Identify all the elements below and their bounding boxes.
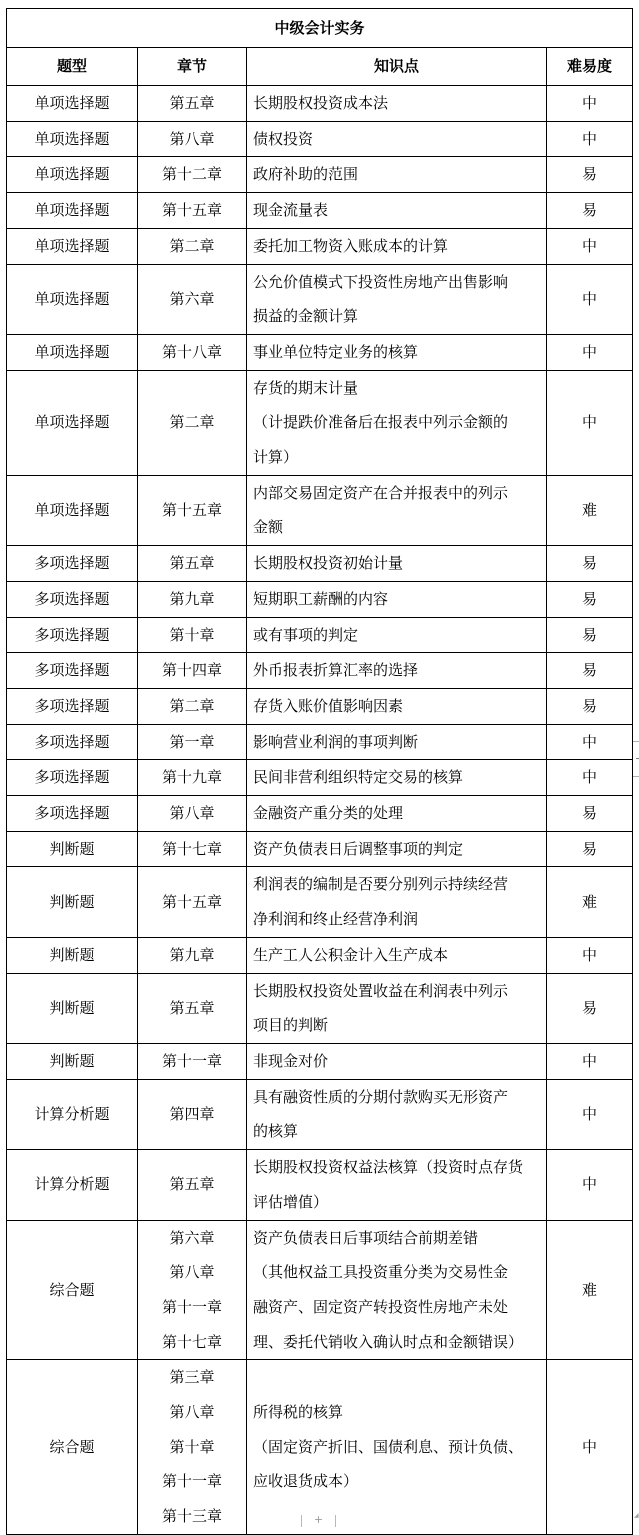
cell-type: 单项选择题 bbox=[7, 121, 138, 157]
cell-chapter bbox=[138, 796, 247, 832]
cell-chapter bbox=[138, 937, 247, 973]
knowledge-line: 长期股权投资初始计量 bbox=[253, 554, 404, 573]
chapter-line: 第四章 bbox=[169, 1105, 215, 1124]
cell-difficulty: 难 bbox=[547, 475, 633, 545]
cell-type: 计算分析题 bbox=[7, 1079, 138, 1149]
knowledge-line: 短期职工薪酬的内容 bbox=[253, 589, 389, 608]
chapter-line: 第十五章 bbox=[161, 892, 222, 911]
table-row bbox=[7, 1079, 633, 1149]
cell-knowledge bbox=[247, 334, 547, 370]
cell-knowledge bbox=[247, 688, 547, 724]
cell-type: 多项选择题 bbox=[7, 796, 138, 832]
cell-difficulty: 易 bbox=[547, 546, 633, 582]
cell-chapter bbox=[138, 1150, 247, 1220]
knowledge-line: 理、委托代销收入确认时点和金额错误） bbox=[253, 1332, 524, 1351]
cell-difficulty: 难 bbox=[547, 867, 633, 937]
add-row-button[interactable] bbox=[301, 1515, 336, 1527]
cell-difficulty: 易 bbox=[547, 831, 633, 867]
cell-difficulty: 易 bbox=[547, 973, 633, 1043]
knowledge-line: 公允价值模式下投资性房地产出售影响 bbox=[253, 272, 509, 291]
chapter-line: 第五章 bbox=[169, 998, 215, 1017]
chapter-line: 第五章 bbox=[169, 554, 215, 573]
knowledge-line: 资产负债表日后调整事项的判定 bbox=[253, 839, 464, 858]
cell-knowledge bbox=[247, 796, 547, 832]
table-row bbox=[7, 724, 633, 760]
cell-chapter bbox=[138, 264, 247, 334]
knowledge-line: 项目的判断 bbox=[253, 1016, 329, 1035]
cell-chapter bbox=[138, 1079, 247, 1149]
table-row bbox=[7, 264, 633, 334]
table-row bbox=[7, 546, 633, 582]
chapter-line: 第一章 bbox=[169, 732, 215, 751]
resize-corner-icon[interactable]: ◢ bbox=[634, 1512, 639, 1519]
chapter-line: 第十章 bbox=[169, 625, 215, 644]
knowledge-line: 长期股权投资处置收益在利润表中列示 bbox=[253, 981, 509, 1000]
cell-chapter bbox=[138, 370, 247, 475]
cell-type: 综合题 bbox=[7, 1360, 138, 1535]
cell-type: 单项选择题 bbox=[7, 228, 138, 264]
chapter-line: 第十八章 bbox=[161, 342, 222, 361]
exam-topics-table bbox=[6, 8, 633, 1535]
chapter-line: 第五章 bbox=[169, 94, 215, 112]
table-row bbox=[7, 796, 633, 832]
cell-type: 判断题 bbox=[7, 831, 138, 867]
knowledge-line: 损益的金额计算 bbox=[253, 307, 359, 326]
cell-knowledge bbox=[247, 653, 547, 689]
chapter-line: 第十七章 bbox=[161, 1332, 222, 1351]
cell-chapter bbox=[138, 973, 247, 1043]
chapter-line: 第六章 bbox=[169, 289, 215, 308]
cell-difficulty: 易 bbox=[547, 796, 633, 832]
table-row bbox=[7, 688, 633, 724]
header-difficulty: 难易度 bbox=[547, 48, 633, 86]
row-boundary-marker bbox=[633, 741, 639, 742]
knowledge-line: 或有事项的判定 bbox=[253, 625, 359, 644]
table-row bbox=[7, 193, 633, 229]
cell-type: 单项选择题 bbox=[7, 264, 138, 334]
chapter-line: 第十一章 bbox=[161, 1297, 222, 1316]
cell-difficulty: 中 bbox=[547, 724, 633, 760]
knowledge-line: 现金流量表 bbox=[253, 201, 329, 220]
knowledge-line: 资产负债表日后事项结合前期差错 bbox=[253, 1228, 479, 1247]
cell-difficulty: 易 bbox=[547, 157, 633, 193]
table-row bbox=[7, 86, 633, 122]
chapter-line: 第十章 bbox=[169, 1437, 215, 1456]
knowledge-line: 民间非营利组织特定交易的核算 bbox=[253, 768, 464, 787]
knowledge-line: 委托加工物资入账成本的计算 bbox=[253, 236, 449, 255]
knowledge-line: 具有融资性质的分期付款购买无形资产 bbox=[253, 1087, 509, 1106]
cell-type: 多项选择题 bbox=[7, 688, 138, 724]
cell-knowledge bbox=[247, 724, 547, 760]
cell-difficulty: 中 bbox=[547, 937, 633, 973]
cell-type: 多项选择题 bbox=[7, 653, 138, 689]
cell-chapter bbox=[138, 546, 247, 582]
cell-chapter bbox=[138, 688, 247, 724]
knowledge-line: 融资产、固定资产转投资性房地产未处 bbox=[253, 1297, 509, 1316]
cell-chapter bbox=[138, 228, 247, 264]
knowledge-line: 利润表的编制是否要分别列示持续经营 bbox=[253, 875, 509, 894]
chapter-line: 第二章 bbox=[169, 236, 215, 255]
chapter-line: 第八章 bbox=[169, 1403, 215, 1422]
cell-chapter bbox=[138, 760, 247, 796]
cell-knowledge bbox=[247, 867, 547, 937]
chapter-line: 第十四章 bbox=[161, 661, 222, 680]
cell-difficulty: 中 bbox=[547, 121, 633, 157]
knowledge-line: 所得税的核算 bbox=[253, 1403, 344, 1422]
knowledge-line: 金额 bbox=[253, 518, 284, 537]
table-title-row bbox=[7, 9, 633, 48]
cell-knowledge bbox=[247, 1043, 547, 1079]
row-boundary-marker bbox=[633, 776, 639, 777]
header-knowledge: 知识点 bbox=[247, 48, 547, 86]
cell-knowledge bbox=[247, 157, 547, 193]
cell-difficulty: 易 bbox=[547, 688, 633, 724]
knowledge-line: 应收退货成本） bbox=[253, 1472, 359, 1491]
cell-type: 单项选择题 bbox=[7, 475, 138, 545]
table-row bbox=[7, 121, 633, 157]
knowledge-line: 生产工人公积金计入生产成本 bbox=[253, 945, 449, 964]
knowledge-line: 存货的期末计量 bbox=[253, 378, 359, 397]
cell-type: 多项选择题 bbox=[7, 724, 138, 760]
cell-type: 判断题 bbox=[7, 867, 138, 937]
table-title: 中级会计实务 bbox=[7, 9, 633, 48]
cell-type: 判断题 bbox=[7, 973, 138, 1043]
knowledge-line: 影响营业利润的事项判断 bbox=[253, 732, 419, 751]
cell-chapter bbox=[138, 1043, 247, 1079]
table-header-row bbox=[7, 48, 633, 86]
header-type: 题型 bbox=[7, 48, 138, 86]
cell-knowledge bbox=[247, 86, 547, 122]
table-row bbox=[7, 831, 633, 867]
cell-knowledge bbox=[247, 760, 547, 796]
cell-chapter bbox=[138, 157, 247, 193]
knowledge-line: （固定资产折旧、国债利息、预计负债、 bbox=[253, 1437, 524, 1456]
table-row bbox=[7, 1360, 633, 1535]
cell-type: 多项选择题 bbox=[7, 760, 138, 796]
cell-type: 单项选择题 bbox=[7, 370, 138, 475]
plus-icon: + bbox=[313, 1513, 324, 1526]
knowledge-line: 长期股权投资成本法 bbox=[253, 94, 389, 112]
chapter-line: 第五章 bbox=[169, 1175, 215, 1194]
cell-knowledge bbox=[247, 370, 547, 475]
chapter-line: 第三章 bbox=[169, 1368, 215, 1387]
cell-chapter bbox=[138, 193, 247, 229]
table-row bbox=[7, 617, 633, 653]
knowledge-line: 事业单位特定业务的核算 bbox=[253, 342, 419, 361]
chapter-line: 第十二章 bbox=[161, 165, 222, 184]
cell-difficulty: 中 bbox=[547, 370, 633, 475]
cell-knowledge bbox=[247, 1079, 547, 1149]
cell-difficulty: 中 bbox=[547, 86, 633, 122]
knowledge-line: 评估增值） bbox=[253, 1192, 329, 1211]
cell-chapter bbox=[138, 653, 247, 689]
cell-knowledge bbox=[247, 1150, 547, 1220]
table-row bbox=[7, 475, 633, 545]
table-row bbox=[7, 937, 633, 973]
cell-knowledge bbox=[247, 475, 547, 545]
cell-difficulty: 中 bbox=[547, 1150, 633, 1220]
chapter-line: 第十七章 bbox=[161, 839, 222, 858]
cell-difficulty: 易 bbox=[547, 581, 633, 617]
cell-chapter bbox=[138, 831, 247, 867]
cell-chapter bbox=[138, 475, 247, 545]
table-row bbox=[7, 334, 633, 370]
knowledge-line: 债权投资 bbox=[253, 129, 314, 148]
table-row bbox=[7, 581, 633, 617]
cell-type: 多项选择题 bbox=[7, 546, 138, 582]
chapter-line: 第十九章 bbox=[161, 768, 222, 787]
chapter-line: 第九章 bbox=[169, 945, 215, 964]
cell-difficulty: 中 bbox=[547, 1079, 633, 1149]
table-row bbox=[7, 1150, 633, 1220]
chapter-line: 第二章 bbox=[169, 696, 215, 715]
cell-difficulty: 中 bbox=[547, 760, 633, 796]
cell-chapter bbox=[138, 581, 247, 617]
table-row bbox=[7, 370, 633, 475]
chapter-line: 第八章 bbox=[169, 804, 215, 823]
knowledge-line: 内部交易固定资产在合并报表中的列示 bbox=[253, 483, 509, 502]
knowledge-line: 非现金对价 bbox=[253, 1051, 329, 1070]
cell-difficulty: 中 bbox=[547, 228, 633, 264]
chapter-line: 第九章 bbox=[169, 589, 215, 608]
cell-knowledge bbox=[247, 228, 547, 264]
cell-chapter bbox=[138, 1220, 247, 1360]
chapter-line: 第二章 bbox=[169, 413, 215, 432]
cell-type: 多项选择题 bbox=[7, 617, 138, 653]
cell-chapter bbox=[138, 724, 247, 760]
table-row bbox=[7, 157, 633, 193]
cell-knowledge bbox=[247, 973, 547, 1043]
cell-type: 单项选择题 bbox=[7, 157, 138, 193]
chapter-line: 第十一章 bbox=[161, 1472, 222, 1491]
knowledge-line: 政府补助的范围 bbox=[253, 165, 359, 184]
cell-chapter bbox=[138, 1360, 247, 1535]
cell-difficulty: 中 bbox=[547, 1043, 633, 1079]
cell-difficulty: 中 bbox=[547, 1360, 633, 1535]
knowledge-line: 金融资产重分类的处理 bbox=[253, 804, 404, 823]
cell-knowledge bbox=[247, 121, 547, 157]
cell-knowledge bbox=[247, 546, 547, 582]
cell-knowledge bbox=[247, 264, 547, 334]
knowledge-line: 长期股权投资权益法核算（投资时点存货 bbox=[253, 1158, 524, 1177]
table-row bbox=[7, 228, 633, 264]
cell-knowledge bbox=[247, 831, 547, 867]
knowledge-line: 净利润和终止经营净利润 bbox=[253, 910, 419, 929]
table-row bbox=[7, 867, 633, 937]
cell-difficulty: 难 bbox=[547, 1220, 633, 1360]
cell-type: 单项选择题 bbox=[7, 193, 138, 229]
table-row bbox=[7, 653, 633, 689]
table-row bbox=[7, 973, 633, 1043]
chapter-line: 第十一章 bbox=[161, 1051, 222, 1070]
chapter-line: 第六章 bbox=[169, 1228, 215, 1247]
cell-type: 单项选择题 bbox=[7, 86, 138, 122]
table-row bbox=[7, 1043, 633, 1079]
cell-type: 综合题 bbox=[7, 1220, 138, 1360]
cell-chapter bbox=[138, 617, 247, 653]
cell-type: 计算分析题 bbox=[7, 1150, 138, 1220]
table-body bbox=[7, 86, 633, 1535]
cell-chapter bbox=[138, 121, 247, 157]
knowledge-line: 计算） bbox=[253, 448, 299, 467]
cell-knowledge bbox=[247, 1220, 547, 1360]
table-row bbox=[7, 1220, 633, 1360]
cell-chapter bbox=[138, 86, 247, 122]
cell-chapter bbox=[138, 334, 247, 370]
cell-difficulty: 中 bbox=[547, 334, 633, 370]
knowledge-line: 存货入账价值影响因素 bbox=[253, 696, 404, 715]
chapter-line: 第十三章 bbox=[161, 1507, 222, 1526]
cell-difficulty: 易 bbox=[547, 193, 633, 229]
cell-type: 判断题 bbox=[7, 937, 138, 973]
knowledge-line: （其他权益工具投资重分类为交易性金 bbox=[253, 1263, 509, 1282]
cell-difficulty: 易 bbox=[547, 617, 633, 653]
cell-knowledge bbox=[247, 617, 547, 653]
header-chapter: 章节 bbox=[138, 48, 247, 86]
cell-type: 判断题 bbox=[7, 1043, 138, 1079]
cell-knowledge bbox=[247, 1360, 547, 1535]
chapter-line: 第八章 bbox=[169, 129, 215, 148]
cell-knowledge bbox=[247, 581, 547, 617]
cell-type: 多项选择题 bbox=[7, 581, 138, 617]
cell-type: 单项选择题 bbox=[7, 334, 138, 370]
knowledge-line: 外币报表折算汇率的选择 bbox=[253, 661, 419, 680]
chapter-line: 第十五章 bbox=[161, 501, 222, 520]
knowledge-line: （计提跌价准备后在报表中列示金额的 bbox=[253, 413, 509, 432]
cell-difficulty: 中 bbox=[547, 264, 633, 334]
table-row bbox=[7, 760, 633, 796]
chapter-line: 第十五章 bbox=[161, 201, 222, 220]
knowledge-line: 的核算 bbox=[253, 1122, 299, 1141]
cell-knowledge bbox=[247, 937, 547, 973]
cell-chapter bbox=[138, 867, 247, 937]
cell-difficulty: 易 bbox=[547, 653, 633, 689]
chapter-line: 第八章 bbox=[169, 1263, 215, 1282]
cell-knowledge bbox=[247, 193, 547, 229]
